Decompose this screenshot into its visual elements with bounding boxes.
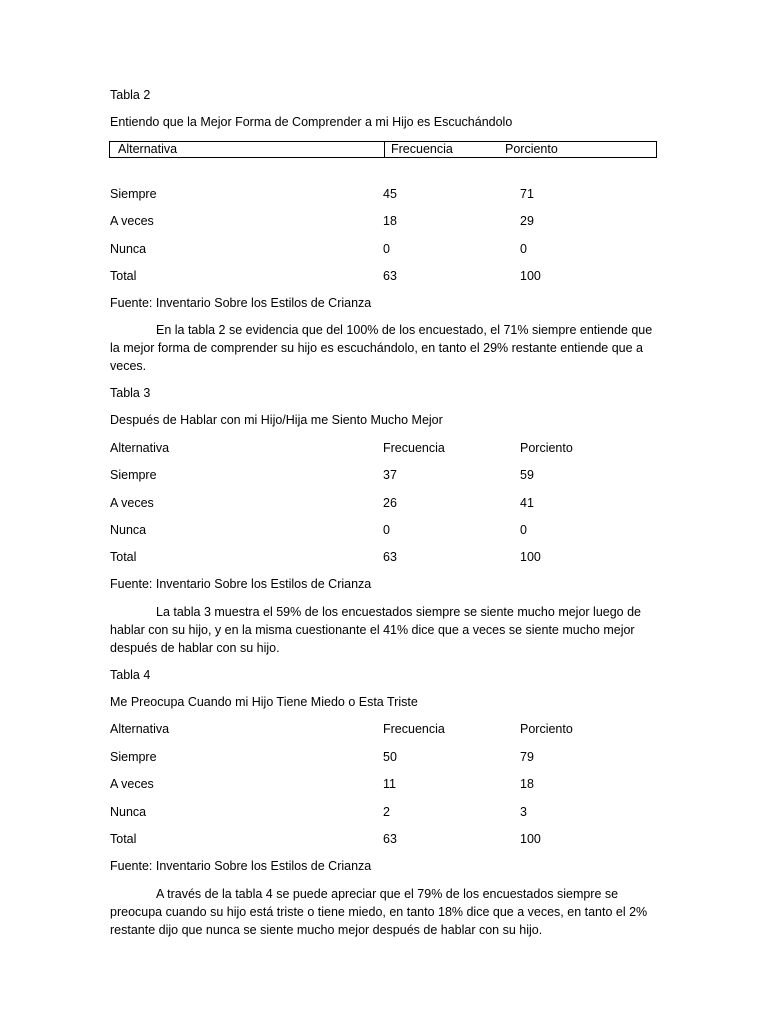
- table-2-label: Tabla 2: [110, 88, 151, 102]
- table-4-label: Tabla 4: [110, 668, 151, 682]
- table-3-row-2-frecuencia: 26: [383, 496, 397, 510]
- table-2-header-divider: [384, 142, 385, 157]
- table-2-source: Fuente: Inventario Sobre los Estilos de Crianza: [110, 296, 372, 310]
- table-3-source: Fuente: Inventario Sobre los Estilos de Crianza: [110, 577, 372, 591]
- table-2-title: Entiendo que la Mejor Forma de Comprender a mi Hijo es Escuchándolo: [110, 115, 513, 129]
- table-3-row-3-porciento: 0: [520, 523, 527, 537]
- table-4-source: Fuente: Inventario Sobre los Estilos de Crianza: [110, 859, 372, 873]
- table-2-row-4-porciento: 100: [520, 269, 541, 283]
- table-2-row-2-porciento: 29: [520, 214, 534, 228]
- table-3-row-4-porciento: 100: [520, 550, 541, 564]
- table-3-paragraph: [110, 603, 660, 657]
- table-4-row-4-porciento: 100: [520, 832, 541, 846]
- table-4-row-3-frecuencia: 2: [383, 805, 390, 819]
- table-3-paragraph-text: La tabla 3 muestra el 59% de los encuestados siempre se siente mucho mejor luego de hablar con su hijo, y en la misma cuestionante el 41% dice que a veces se siente mucho mejor después de hablar con su hijo.: [110, 605, 642, 655]
- table-2-header-frecuencia: Frecuencia: [391, 142, 453, 156]
- table-3-header-porciento: Porciento: [520, 441, 573, 455]
- table-2-row-1-frecuencia: 45: [383, 187, 397, 201]
- table-3-row-3-label: Nunca: [110, 523, 147, 537]
- table-2-row-3-porciento: 0: [520, 242, 527, 256]
- table-2-row-4-frecuencia: 63: [383, 269, 397, 283]
- table-3-row-1-porciento: 59: [520, 468, 534, 482]
- table-3-row-4-label: Total: [110, 550, 137, 564]
- table-4-row-1-porciento: 79: [520, 750, 534, 764]
- table-3-header-alternativa: Alternativa: [110, 441, 170, 455]
- table-2-row-2-frecuencia: 18: [383, 214, 397, 228]
- table-2-row-1-porciento: 71: [520, 187, 534, 201]
- table-4-row-2-frecuencia: 11: [383, 777, 396, 791]
- table-3-row-3-frecuencia: 0: [383, 523, 390, 537]
- table-4-row-3-label: Nunca: [110, 805, 147, 819]
- table-2-paragraph-text: En la tabla 2 se evidencia que del 100% de los encuestado, el 71% siempre entiende que la mejor forma de comprender su hijo es escuchándolo, en tanto el 29% restante entiende que a veces.: [110, 323, 653, 373]
- table-3-header-frecuencia: Frecuencia: [383, 441, 445, 455]
- table-3-row-1-label: Siempre: [110, 468, 157, 482]
- table-4-row-2-porciento: 18: [520, 777, 534, 791]
- table-4-row-4-label: Total: [110, 832, 137, 846]
- table-4-row-4-frecuencia: 63: [383, 832, 397, 846]
- table-4-row-3-porciento: 3: [520, 805, 527, 819]
- table-2-header-alternativa: Alternativa: [118, 142, 178, 156]
- table-4-row-2-label: A veces: [110, 777, 154, 791]
- table-2-header-porciento: Porciento: [505, 142, 558, 156]
- table-3-row-1-frecuencia: 37: [383, 468, 397, 482]
- table-2-row-3-label: Nunca: [110, 242, 147, 256]
- table-3-row-4-frecuencia: 63: [383, 550, 397, 564]
- table-4-title: Me Preocupa Cuando mi Hijo Tiene Miedo o Esta Triste: [110, 695, 418, 709]
- table-4-header-alternativa: Alternativa: [110, 722, 170, 736]
- table-4-paragraph-text: A través de la tabla 4 se puede apreciar que el 79% de los encuestados siempre se preocupa cuando su hijo está triste o tiene miedo, en tanto 18% dice que a veces, en tanto el 2% restante dijo que nunca se siente mucho mejor después de hablar con su hijo.: [110, 887, 648, 937]
- table-4-paragraph: [110, 885, 660, 939]
- table-3-row-2-label: A veces: [110, 496, 154, 510]
- table-2-row-2-label: A veces: [110, 214, 154, 228]
- table-4-header-porciento: Porciento: [520, 722, 573, 736]
- table-3-title: Después de Hablar con mi Hijo/Hija me Siento Mucho Mejor: [110, 413, 443, 427]
- table-2-row-3-frecuencia: 0: [383, 242, 390, 256]
- table-3-label: Tabla 3: [110, 386, 151, 400]
- table-4-header-frecuencia: Frecuencia: [383, 722, 445, 736]
- table-4-row-1-frecuencia: 50: [383, 750, 397, 764]
- table-2-row-1-label: Siempre: [110, 187, 157, 201]
- table-2-header-box: [109, 141, 657, 158]
- table-3-row-2-porciento: 41: [520, 496, 534, 510]
- table-2-paragraph: [110, 321, 660, 375]
- table-2-row-4-label: Total: [110, 269, 137, 283]
- table-4-row-1-label: Siempre: [110, 750, 157, 764]
